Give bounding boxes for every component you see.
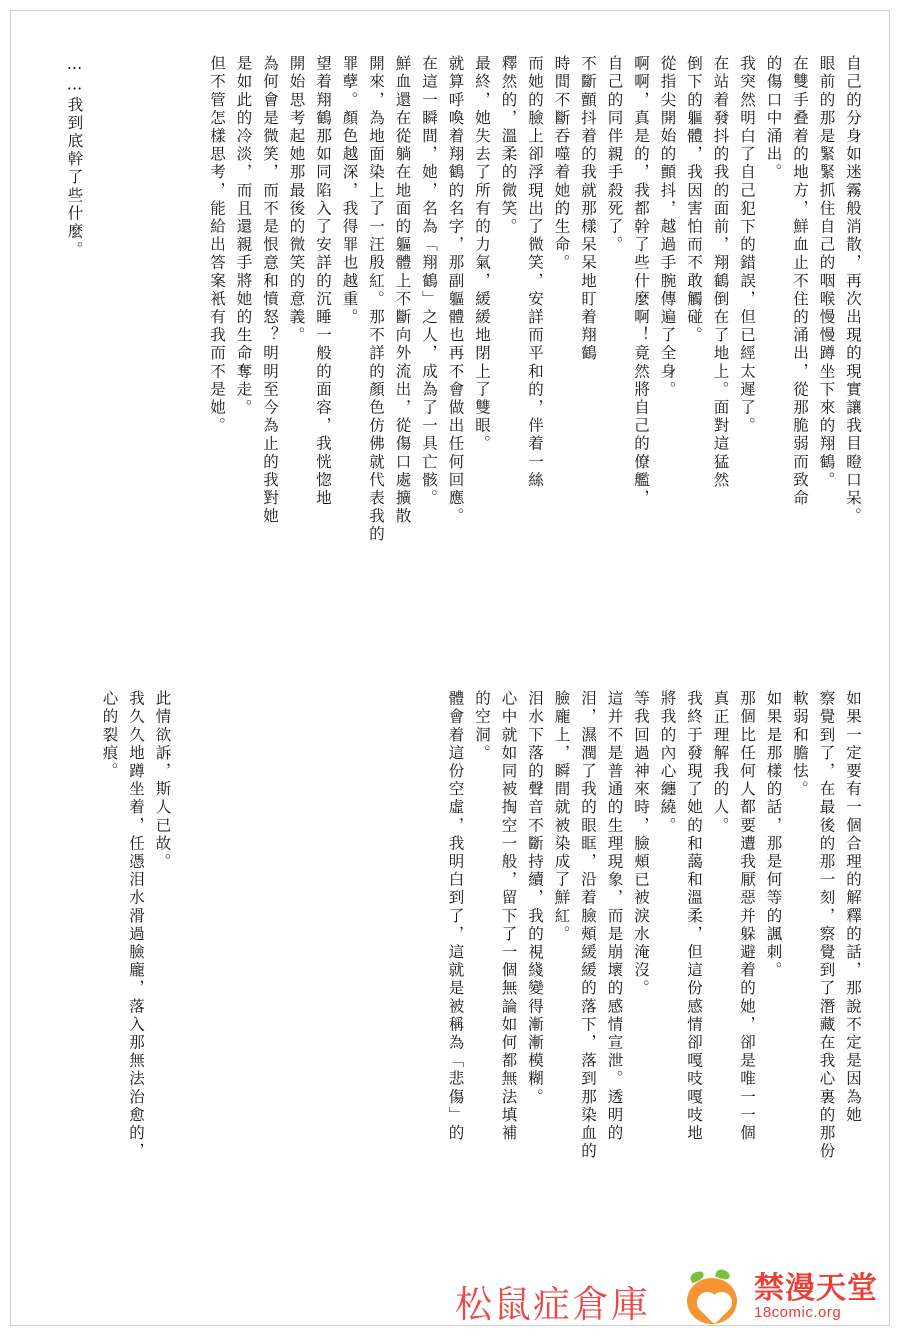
text-line: 軟弱和膽怯。 (791, 690, 809, 799)
text-line: 眼前的那是緊緊抓住自己的咽喉慢慢蹲坐下來的翔鶴。 (817, 55, 836, 490)
text-line: 泪水下落的聲音不斷持續，我的視綫變得漸漸模糊。 (526, 690, 544, 1107)
text-line: 自己的分身如迷霧般消散，再次出現的現實讓我目瞪口呆。 (844, 55, 862, 526)
text-line: 我終于發現了她的和藹和溫柔，但這份感情卻嘎吱嘎吱地 (685, 690, 703, 1143)
text-line: ……我到底幹了些什麼。 (65, 55, 84, 260)
text-line: 這并不是普通的生理現象，而是崩壞的感情宣泄。透明的 (605, 690, 624, 1143)
text-line: 如果一定要有一個合理的解釋的話，那說不定是因為她 (844, 690, 862, 1125)
text-line: 罪孽。顏色越深，我得罪也越重。 (340, 55, 359, 327)
watermark-text: 松鼠症倉庫 (455, 1283, 650, 1326)
text-line: 釋然的，溫柔的微笑。 (499, 55, 518, 236)
text-line: 時間不斷吞噬着她的生命。 (552, 55, 571, 273)
text-line: 開始思考起她那最後的微笑的意義。 (287, 55, 306, 345)
text-line: 的空洞。 (473, 690, 491, 763)
text-block-lower-left (90, 690, 170, 1250)
text-line: 就算呼喚着翔鶴的名字，那副軀體也再不會做出任何回應。 (446, 55, 465, 526)
text-line: 望着翔鶴那如同陷入了安詳的沉睡一般的面容，我恍惚地 (314, 55, 332, 508)
text-line: 此情欲訴，斯人已故。 (153, 690, 172, 871)
text-line: 鮮血還在從躺在地面的軀體上不斷向外流出，從傷口處擴散 (393, 55, 412, 526)
site-logo[interactable] (684, 1268, 878, 1326)
logo-circle-shape (687, 1278, 737, 1324)
text-line: 啊啊，真是的，我都幹了些什麼啊！竟然將自己的僚艦， (632, 55, 650, 508)
text-line: 心的裂痕。 (100, 690, 119, 781)
text-line: 從指尖開始的顫抖，越過手腕傳遍了全身。 (658, 55, 677, 399)
text-line: 等我回過神來時，臉頰已被淚水淹沒。 (632, 690, 650, 998)
text-line: 而她的臉上卻浮現出了微笑，安詳而平和的，伴着一絲 (526, 55, 544, 490)
text-line: 是如此的冷淡，而且還親手將她的生命奪走。 (234, 55, 253, 417)
heart-icon (700, 1295, 730, 1325)
text-line: 不斷顫抖着的我就那樣呆呆地盯着翔鶴 (579, 55, 597, 363)
logo-text-group (754, 1273, 878, 1320)
text-line: 體會着這份空虛，我明白到了，這就是被稱為「悲傷」的 (446, 690, 465, 1143)
text-line: 最終，她失去了所有的力氣，緩緩地閉上了雙眼。 (473, 55, 491, 454)
text-block-lower-right (436, 690, 860, 1250)
text-line: 心中就如同被掏空一般，留下了一個無論如何都無法填補 (499, 690, 518, 1143)
text-line: 如果是那樣的話，那是何等的諷刺。 (764, 690, 783, 980)
text-line: 臉龐上，瞬間就被染成了鮮紅。 (552, 690, 571, 944)
text-line: 我久久地蹲坐着，任憑泪水滑過臉龐，落入那無法治愈的， (127, 690, 145, 1161)
text-line: 為何會是微笑，而不是恨意和憤怒？明明至今為止的我對她 (261, 55, 279, 526)
text-line: 將我的內心纏繞。 (658, 690, 677, 835)
text-line: 在站着發抖的我的面前，翔鶴倒在了地上。面對這猛然 (711, 55, 730, 490)
text-line: 開來，為地面染上了一汪殷紅。那不詳的顏色仿佛就代表我的 (367, 55, 385, 544)
text-block-top-left (55, 55, 82, 665)
text-line: 自己的同伴親手殺死了。 (605, 55, 624, 255)
text-line: 我突然明白了自己犯下的錯誤，但已經太遲了。 (738, 55, 756, 436)
text-line: 真正理解我的人。 (711, 690, 730, 835)
text-block-top-right (198, 55, 861, 665)
text-line: 在雙手叠着的地方，鮮血止不住的涌出，從那脆弱而致命 (791, 55, 809, 508)
text-line: 的傷口中涌出。 (764, 55, 783, 182)
text-line: 倒下的軀體，我因害怕而不敢觸碰。 (685, 55, 703, 345)
text-line: 但不管怎樣思考，能給出答案衹有我而不是她。 (208, 55, 226, 436)
logo-mark-icon (684, 1268, 746, 1326)
text-line: 泪，濕潤了我的眼眶，沿着臉頰緩緩的落下，落到那染血的 (579, 690, 597, 1161)
logo-title: 禁漫天堂 (754, 1271, 878, 1307)
text-line: 那個比任何人都要遭我厭惡并躲避着的她，卻是唯一一個 (738, 690, 756, 1143)
logo-subtitle: 18comic.org (754, 1303, 842, 1321)
text-line: 在這一瞬間，她，名為「翔鶴」之人，成為了一具亡骸。 (420, 55, 438, 508)
text-line: 察覺到了，在最後的那一刻，察覺到了潛藏在我心裏的那份 (817, 690, 836, 1161)
